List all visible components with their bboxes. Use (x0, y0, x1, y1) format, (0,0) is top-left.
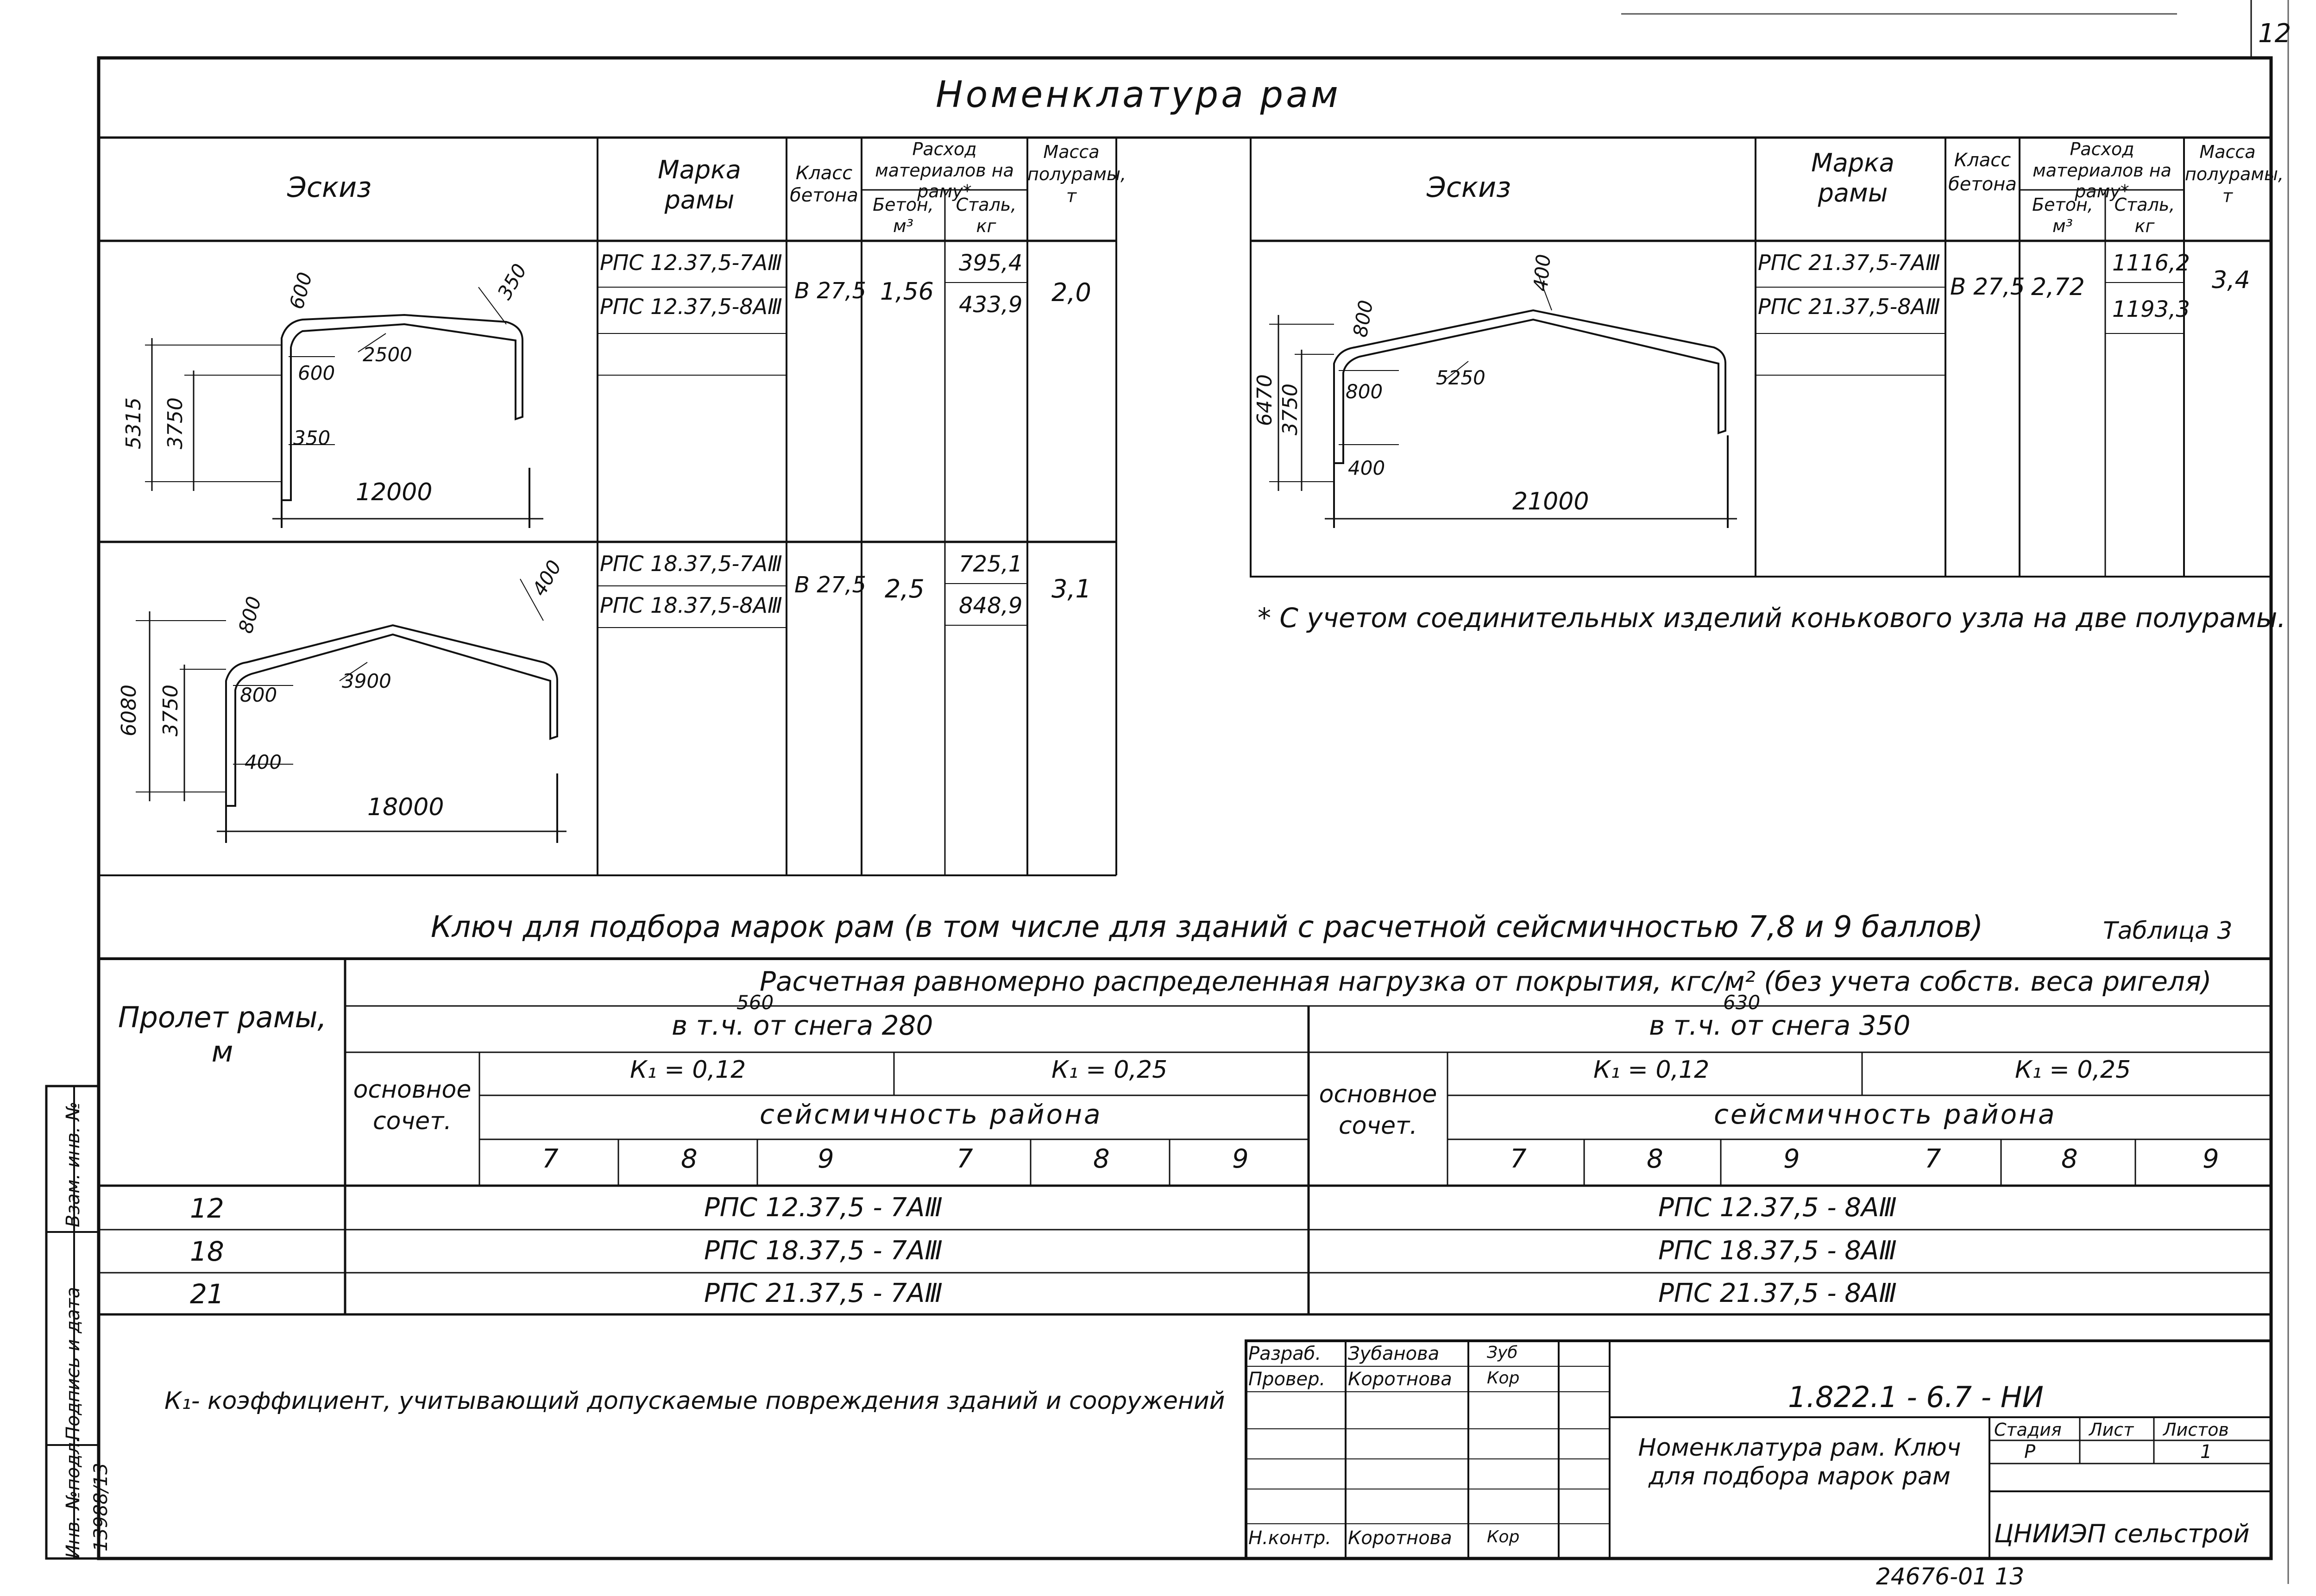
seismic-label-2: сейсмичность района (1714, 1099, 2057, 1130)
seismic-value: 8 (1647, 1144, 1663, 1174)
key-row-mark1: РПС 21.37,5 - 7АⅢ (704, 1278, 943, 1308)
key-row-mark2: РПС 21.37,5 - 8АⅢ (1658, 1278, 1897, 1308)
frame-mark: РПС 21.37,5-8АⅢ (1758, 294, 1940, 319)
tb-name: Зубанова (1348, 1343, 1440, 1364)
tb-stage-label: Стадия (1994, 1420, 2062, 1440)
key-load-header: Расчетная равномерно распределенная нагрузка от покрытия, кгс/м² (без учета собств. веса ригеля) (760, 966, 2212, 997)
dim-d3: 400 (1348, 457, 1385, 479)
header-consumption-right: Расход материалов на раму* (2033, 139, 2171, 202)
key-row-mark2: РПС 18.37,5 - 8АⅢ (1658, 1236, 1897, 1266)
dim-span: 12000 (356, 478, 433, 506)
dim-h2: 3750 (159, 685, 183, 736)
k1-025: К₁ = 0,25 (1051, 1056, 1168, 1084)
dim-d1: 600 (285, 270, 317, 312)
frame-steel: 433,9 (959, 292, 1023, 318)
header-steel: Сталь, кг (956, 195, 1017, 236)
dim-h1: 6470 (1253, 374, 1277, 426)
frame-mass: 2,0 (1051, 278, 1091, 307)
bottom-number: 24676-01 13 (1876, 1563, 2025, 1590)
side-stamp-inv-value: 13988/13 (90, 1463, 112, 1552)
frame-mark: РПС 18.37,5-7АⅢ (600, 551, 782, 576)
tb-sheets-label: Листов (2163, 1420, 2229, 1440)
seismic-value: 7 (1510, 1144, 1527, 1174)
frame-outline (226, 625, 557, 806)
key-row-span: 12 (190, 1193, 224, 1224)
seismic-value: 7 (542, 1144, 559, 1174)
key-title: Ключ для подбора марок рам (в том числе для зданий с расчетной сейсмичностью 7,8 и 9 баллов) (431, 910, 1983, 944)
dim-span: 21000 (1512, 488, 1589, 515)
frame-outline (282, 315, 522, 500)
tb-org: ЦНИИЭП сельстрой (1994, 1519, 2250, 1548)
seismic-value: 9 (2203, 1144, 2219, 1174)
seismic-value: 7 (957, 1144, 973, 1174)
dim-d1: 800 (1348, 298, 1378, 339)
tb-sign: Кор (1487, 1369, 1520, 1388)
tb-name: Коротнова (1348, 1369, 1452, 1390)
sketch-frame-12 (99, 241, 598, 542)
frame-mass: 3,4 (2212, 266, 2250, 294)
dim-r: 2500 (363, 343, 412, 366)
header-class: Класс бетона (790, 163, 858, 206)
dim-h2: 3750 (164, 397, 187, 449)
header-steel-right: Сталь, кг (2114, 195, 2175, 236)
header-mark-right: Марка рамы (1811, 148, 1894, 207)
frame-steel: 725,1 (959, 551, 1023, 577)
group1-top: 560 (736, 991, 774, 1014)
dim-d4: 400 (528, 556, 566, 600)
tb-role: Н.контр. (1248, 1527, 1331, 1549)
tb-role: Разраб. (1248, 1343, 1322, 1364)
dim-r: 3900 (342, 670, 391, 692)
frame-concrete: 1,56 (880, 278, 934, 306)
tb-title: Номенклатура рам. Ключ для подбора марок рам (1638, 1434, 1961, 1491)
dim-d2: 800 (1346, 380, 1383, 403)
header-sketch-right: Эскиз (1427, 171, 1511, 204)
k1-025-2: К₁ = 0,25 (2015, 1056, 2131, 1084)
header-mass-right: Масса полурамы, т (2185, 142, 2284, 206)
key-row-span: 21 (190, 1278, 224, 1310)
seismic-value: 9 (818, 1144, 834, 1174)
header-consumption: Расход материалов на раму* (875, 139, 1014, 202)
frame-concrete: 2,72 (2031, 273, 2085, 301)
header-class-right: Класс бетона (1948, 150, 2017, 195)
key-row-span: 18 (190, 1236, 224, 1267)
header-mass: Масса полурамы, т (1027, 142, 1127, 206)
tb-sign: Кор (1487, 1527, 1520, 1546)
group2-label: в т.ч. от снега 350 (1649, 1010, 1911, 1041)
k1-012-2: К₁ = 0,12 (1593, 1056, 1710, 1084)
dim-r: 5250 (1436, 366, 1485, 389)
frame-mark: РПС 12.37,5-8АⅢ (600, 294, 782, 319)
frame-mark: РПС 12.37,5-7АⅢ (600, 250, 782, 275)
dim-h1: 6080 (117, 685, 141, 736)
tb-name: Коротнова (1348, 1527, 1452, 1549)
nomenclature-title: Номенклатура рам (936, 74, 1341, 116)
frame-steel: 848,9 (959, 593, 1023, 619)
header-mark: Марка рамы (658, 155, 741, 214)
corner-number: 12 (2258, 19, 2291, 49)
dim-d1: 800 (234, 594, 266, 636)
frame-class: В 27,5 (794, 572, 867, 598)
tb-sheet-label: Лист (2089, 1420, 2134, 1440)
dim-d4: 350 (493, 260, 531, 303)
header-concrete-right: Бетон, м³ (2032, 195, 2093, 236)
k1-012: К₁ = 0,12 (630, 1056, 746, 1084)
seismic-label: сейсмичность района (760, 1099, 1102, 1130)
frame-steel: 1193,3 (2112, 296, 2190, 322)
dim-d3: 400 (245, 751, 282, 773)
tb-stage: Р (2024, 1441, 2036, 1463)
frame-class: В 27,5 (794, 278, 867, 304)
seismic-value: 9 (1783, 1144, 1800, 1174)
header-sketch: Эскиз (287, 171, 372, 204)
side-stamp-inv: Инв. №подл. (63, 1436, 84, 1558)
k1-note: К₁- коэффициент, учитывающий допускаемые повреждения зданий и сооружений (164, 1387, 1225, 1415)
key-row-mark1: РПС 18.37,5 - 7АⅢ (704, 1236, 943, 1266)
frame-mark: РПС 21.37,5-7АⅢ (1758, 250, 1940, 275)
tb-role: Провер. (1248, 1369, 1326, 1390)
seismic-value: 8 (1093, 1144, 1110, 1174)
dim-d2: 800 (240, 684, 277, 706)
dim-d4: 400 (1529, 253, 1555, 292)
seismic-value: 9 (1232, 1144, 1249, 1174)
header-concrete: Бетон, м³ (873, 195, 934, 236)
tb-sign: Зуб (1487, 1343, 1518, 1362)
footnote: * С учетом соединительных изделий конькового узла на две полурамы. (1258, 602, 2286, 634)
frame-mass: 3,1 (1051, 574, 1091, 603)
seismic-value: 8 (2061, 1144, 2078, 1174)
table-label: Таблица 3 (2103, 917, 2233, 945)
dim-h2: 3750 (1278, 383, 1302, 435)
tb-code: 1.822.1 - 6.7 - НИ (1788, 1380, 2044, 1414)
seismic-value: 7 (1925, 1144, 1941, 1174)
sketch-frame-18 (99, 542, 598, 875)
group1-label: в т.ч. от снега 280 (672, 1010, 933, 1041)
side-stamp-inv-replace: Взам. инв. № (63, 1101, 84, 1227)
frame-steel: 1116,2 (2112, 250, 2190, 276)
key-row-mark2: РПС 12.37,5 - 8АⅢ (1658, 1193, 1897, 1223)
frame-class: В 27,5 (1950, 273, 2025, 300)
tb-sheets: 1 (2200, 1441, 2212, 1463)
frame-outline (1334, 310, 1725, 463)
dim-h1: 5315 (122, 397, 145, 449)
frame-steel: 395,4 (959, 250, 1023, 276)
sketch-frame-21 (1251, 241, 1756, 577)
side-stamp-sign-date: Подпись и дата (63, 1287, 84, 1440)
dim-span: 18000 (367, 793, 444, 821)
main-combination: основное сочет. (353, 1076, 472, 1135)
frame-mark: РПС 18.37,5-8АⅢ (600, 593, 782, 618)
group2-top: 630 (1723, 991, 1761, 1014)
key-row-mark1: РПС 12.37,5 - 7АⅢ (704, 1193, 943, 1223)
seismic-value: 8 (681, 1144, 698, 1174)
key-span-header: Пролет рамы, м (118, 1000, 327, 1069)
dim-d2: 600 (298, 362, 335, 384)
frame-concrete: 2,5 (885, 574, 925, 603)
main-combination-2: основное сочет. (1319, 1081, 1437, 1140)
dim-d3: 350 (293, 427, 331, 449)
